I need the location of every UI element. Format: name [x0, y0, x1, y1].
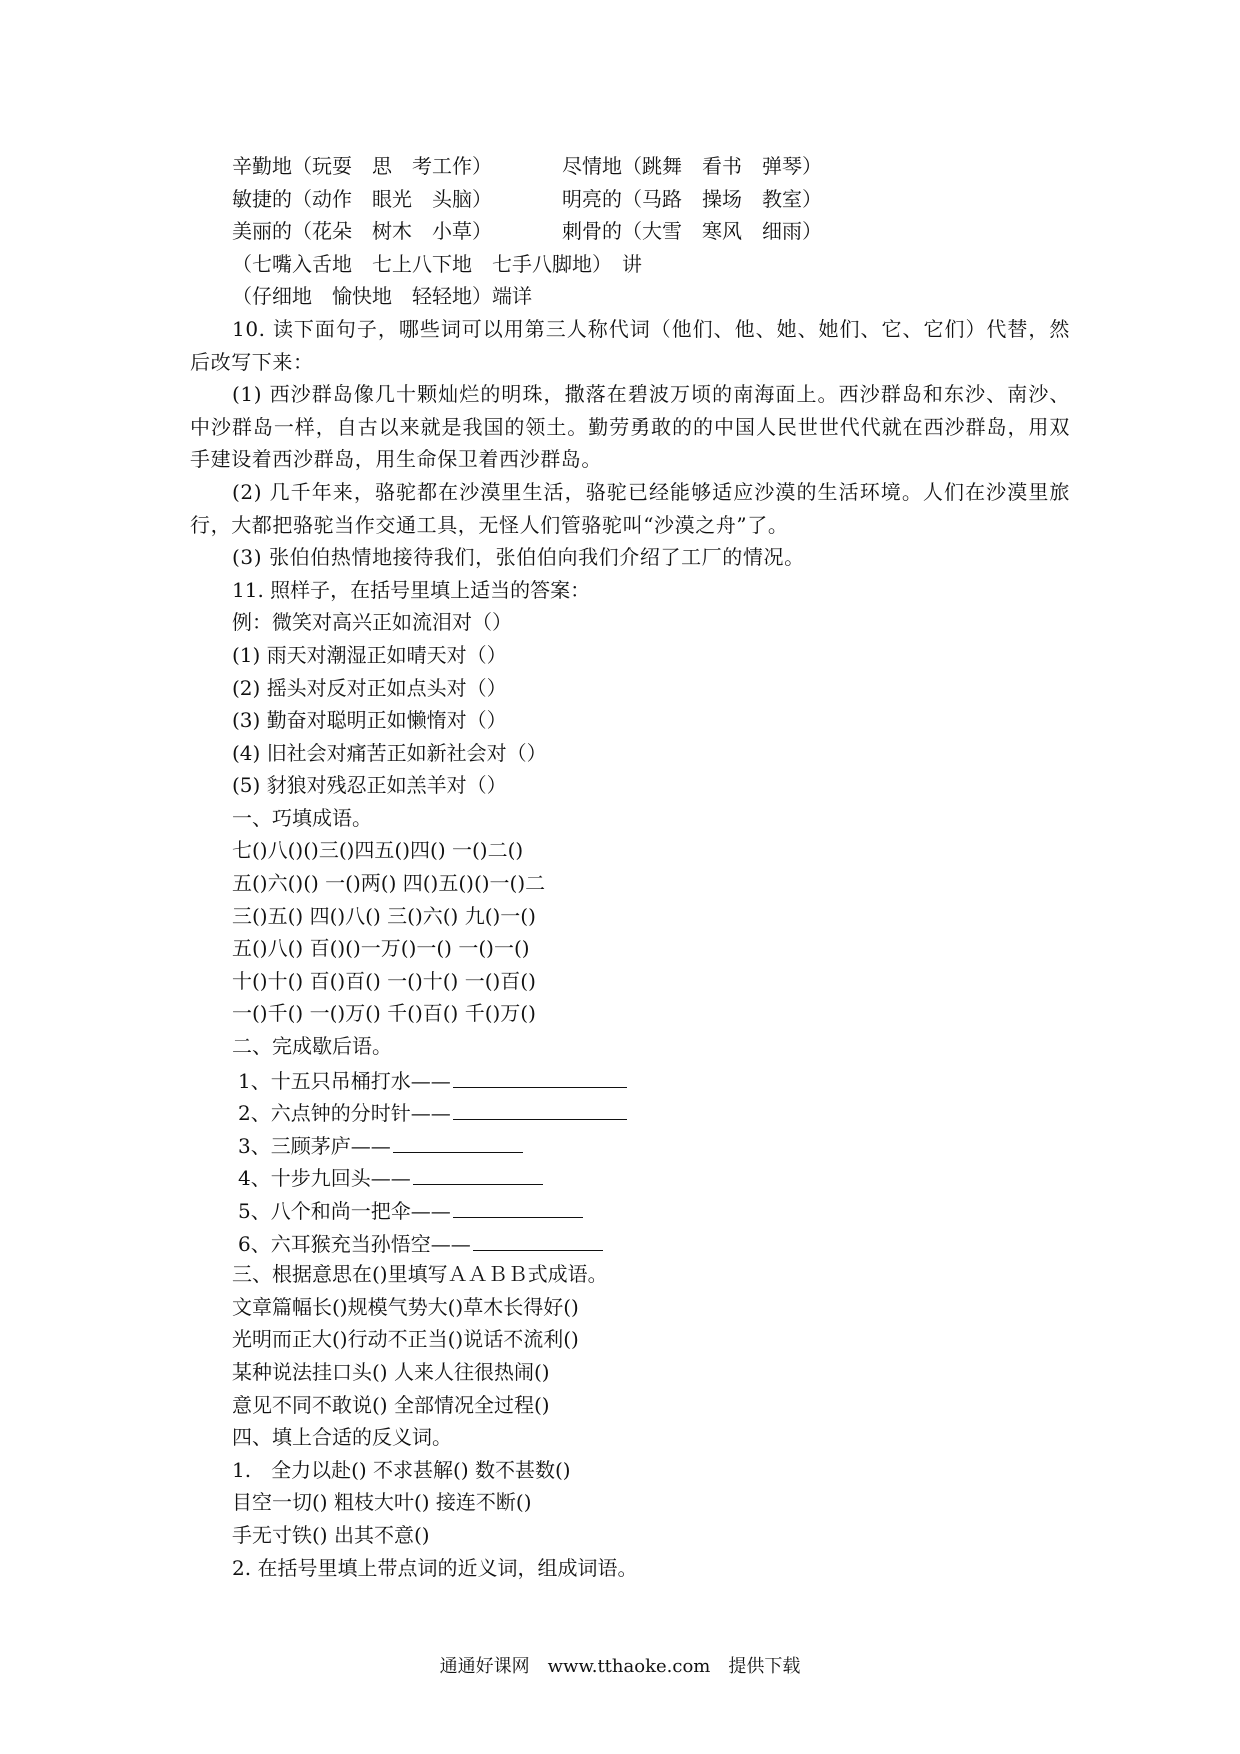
xiehouyu-text: 3、三顾茅庐——: [238, 1133, 391, 1158]
xiehouyu-text: 1、十五只吊桶打水——: [238, 1068, 451, 1093]
xiehouyu-text: 2、六点钟的分时针——: [238, 1101, 451, 1126]
idiom-fill-row: 七()八()()三()四五()四() 一()二(): [232, 838, 524, 863]
word-group: 明亮的（马路 操场 教室）: [562, 186, 822, 211]
question-11-item: (5) 豺狼对残忍正如羔羊对（）: [232, 773, 507, 798]
word-group: 辛勤地（玩耍 思 考工作）: [232, 154, 492, 178]
section-4-title: 四、填上合适的反义词。: [232, 1425, 452, 1450]
xiehouyu-item: [190, 1193, 1070, 1226]
idiom-fill-row: 十()十() 百()百() 一()十() 一()百(): [232, 968, 536, 993]
document-body: [190, 150, 1070, 1584]
idiom-fill-row: 三()五() 四()八() 三()六() 九()一(): [232, 903, 536, 928]
xiehouyu-text: 5、八个和尚一把伞——: [238, 1199, 451, 1223]
idiom-choice-line: （七嘴入舌地 七上八下地 七手八脚地） 讲: [232, 251, 642, 276]
xiehouyu-item: [190, 1160, 1070, 1193]
page-footer: 通通好课网 www.tthaoke.com 提供下载: [439, 1656, 801, 1677]
question-11-example: 例：微笑对高兴正如流泪对（）: [232, 610, 512, 635]
question-10-sentence: (2) 几千年来，骆驼都在沙漠里生活，骆驼已经能够适应沙漠的生活环境。人们在沙漠里旅行，大都把骆驼当作交通工具，无怪人们管骆驼叫“沙漠之舟”了。: [190, 479, 1070, 537]
question-10-sentence: (3) 张伯伯热情地接待我们，张伯伯向我们介绍了工厂的情况。: [232, 545, 805, 570]
question-11-item: (1) 雨天对潮湿正如晴天对（）: [232, 642, 507, 667]
word-pair-row: [190, 150, 1070, 183]
aabb-fill-row: 文章篇幅长()规模气势大()草木长得好(): [232, 1294, 579, 1319]
answer-blank[interactable]: [473, 1226, 603, 1251]
question-10-title: 10. 读下面句子，哪些词可以用第三人称代词（他们、他、她、她们、它、它们）代替，然后改写下来：: [190, 316, 1070, 374]
idiom-fill-row: 一()千() 一()万() 千()百() 千()万(): [232, 1001, 536, 1026]
word-group: 尽情地（跳舞 看书 弹琴）: [562, 154, 822, 178]
word-pair-row: [190, 215, 1070, 248]
word-pair-row: [190, 183, 1070, 216]
section-2-title: 二、完成歇后语。: [232, 1034, 392, 1059]
xiehouyu-item: [190, 1063, 1070, 1096]
aabb-fill-row: 某种说法挂口头() 人来人往很热闹(): [232, 1359, 550, 1384]
aabb-fill-row: 光明而正大()行动不正当()说话不流利(): [232, 1327, 579, 1352]
aabb-fill-row: 意见不同不敢说() 全部情况全过程(): [232, 1392, 550, 1417]
antonym-fill-row: 1. 全力以赴() 不求甚解() 数不甚数(): [232, 1457, 571, 1482]
word-group: 美丽的（花朵 树木 小草）: [232, 219, 492, 244]
answer-blank[interactable]: [393, 1128, 523, 1153]
question-10-sentence: (1) 西沙群岛像几十颗灿烂的明珠，撒落在碧波万顷的南海面上。西沙群岛和东沙、南沙、中沙群岛一样，自古以来就是我国的领土。勤劳勇敢的的中国人民世世代代就在西沙群岛，用双手建设着西沙群岛，用生命保卫着西沙群岛。: [190, 382, 1070, 472]
xiehouyu-text: 6、六耳猴充当孙悟空——: [238, 1231, 471, 1256]
section-1-title: 一、巧填成语。: [232, 805, 372, 830]
antonym-fill-row: 手无寸铁() 出其不意(): [232, 1522, 430, 1547]
answer-blank[interactable]: [453, 1095, 627, 1120]
xiehouyu-item: [190, 1095, 1070, 1128]
synonym-question: 2. 在括号里填上带点词的近义词，组成词语。: [232, 1555, 638, 1580]
answer-blank[interactable]: [413, 1160, 543, 1185]
answer-blank[interactable]: [453, 1063, 627, 1088]
question-11-item: (3) 勤奋对聪明正如懒惰对（）: [232, 708, 507, 733]
idiom-fill-row: 五()六()() 一()两() 四()五()()一()二: [232, 871, 546, 896]
section-3-title: 三、根据意思在()里填写ＡＡＢＢ式成语。: [232, 1262, 608, 1287]
answer-blank[interactable]: [453, 1193, 583, 1218]
idiom-fill-row: 五()八() 百()()一万()一() 一()一(): [232, 936, 530, 961]
word-group: 刺骨的（大雪 寒风 细雨）: [562, 219, 822, 244]
question-11-item: (2) 摇头对反对正如点头对（）: [232, 675, 507, 700]
question-11-title: 11. 照样子，在括号里填上适当的答案：: [232, 577, 591, 602]
xiehouyu-text: 4、十步九回头——: [238, 1166, 411, 1191]
antonym-fill-row: 目空一切() 粗枝大叶() 接连不断(): [232, 1490, 532, 1515]
xiehouyu-item: [190, 1128, 1070, 1161]
question-11-item: (4) 旧社会对痛苦正如新社会对（）: [232, 740, 547, 765]
adverb-choice-line: （仔细地 愉快地 轻轻地）端详: [232, 284, 532, 309]
xiehouyu-item: [190, 1226, 1070, 1259]
word-group: 敏捷的（动作 眼光 头脑）: [232, 186, 492, 211]
